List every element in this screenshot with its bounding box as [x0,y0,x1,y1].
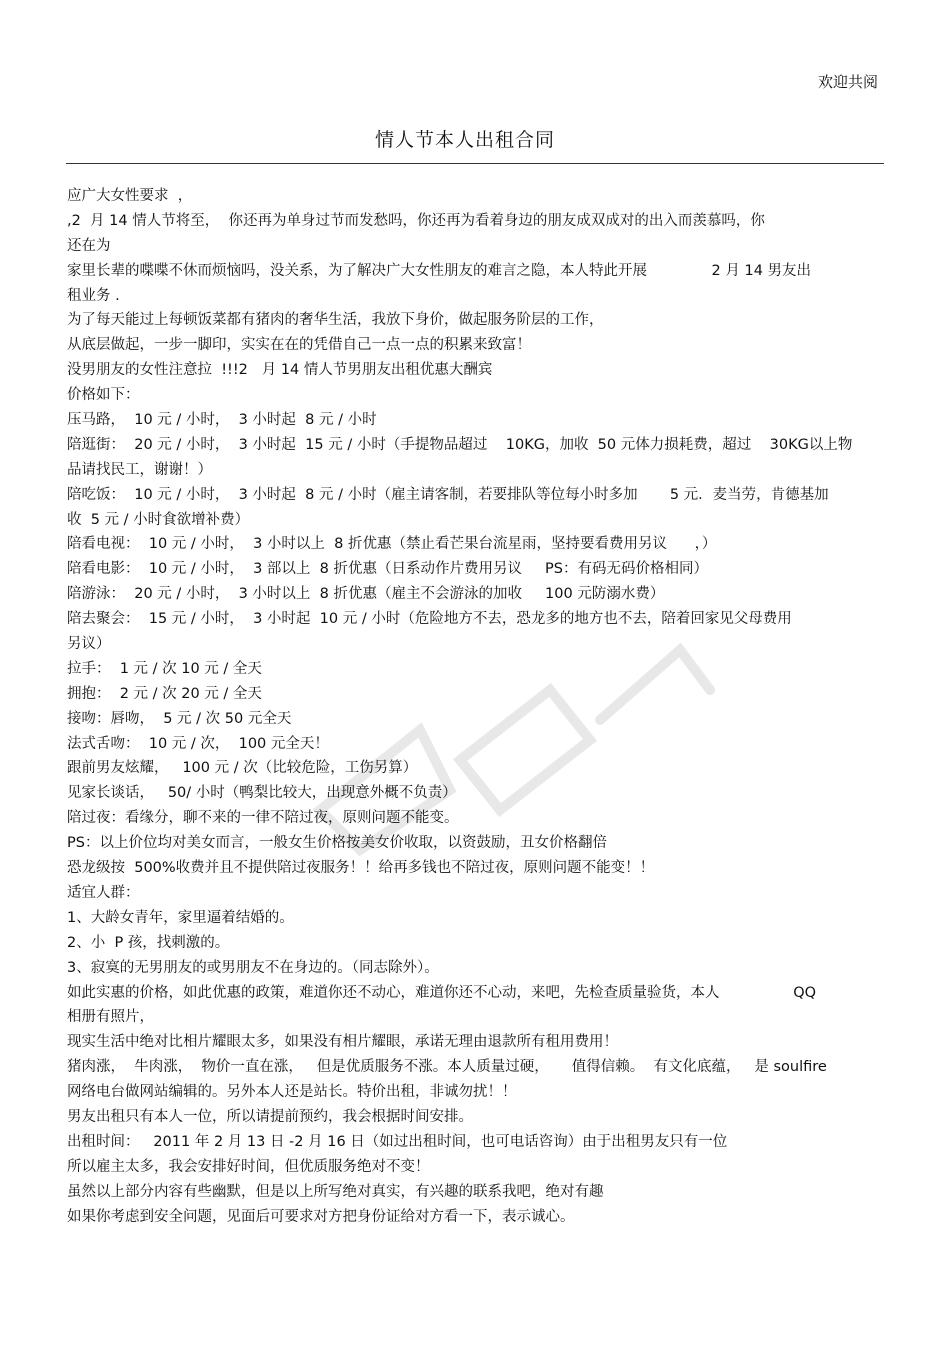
document-title: 情人节本人出租合同 [374,129,555,151]
text-line: 出租时间： 2011 年 2 月 13 日 -2 月 16 日（如过出租时间，也可电话咨询）由于出租男友只有一位 [67,1133,728,1150]
text-line: 现实生活中绝对比相片耀眼太多，如果没有相片耀眼，承诺无理由退款所有租用费用！ [67,1034,618,1051]
text-line: 还在为 [67,237,111,254]
text-line: 陪去聚会： 15 元 / 小时， 3 小时起 10 元 / 小时（危险地方不去，恐龙多的地方也不去，陪着回家见父母费用 [67,611,792,628]
text-line: 收 5 元 / 小时食欲增补费） [67,511,250,528]
text-line: 陪看电影： 10 元 / 小时， 3 部以上 8 折优惠（日系动作片费用另议 PS：有码无码价格相同） [67,561,708,578]
text-line: ,2 月 14 情人节将至， 你还再为单身过节而发愁吗，你还再为看着身边的朋友成双成对的出入而羡慕吗，你 [67,212,765,229]
text-line: 没男朋友的女性注意拉 !!!2 月 14 情人节男朋友出租优惠大酬宾 [67,362,493,379]
text-line: 猪肉涨， 牛肉涨， 物价一直在涨， 但是优质服务不涨。本人质量过硬， 值得信赖。 有文化底蕴， 是 soulfire [67,1059,827,1076]
text-line: 价格如下： [67,387,140,404]
text-line: 男友出租只有本人一位，所以请提前预约，我会根据时间安排。 [67,1108,473,1125]
text-line: 拥抱： 2 元 / 次 20 元 / 全天 [67,685,262,702]
text-line: 品请找民工，谢谢！） [67,461,212,478]
text-line: 压马路， 10 元 / 小时， 3 小时起 8 元 / 小时 [67,412,377,429]
text-line: 陪看电视： 10 元 / 小时， 3 小时以上 8 折优惠（禁止看芒果台流星雨，坚持要看费用另议 ，） [67,536,717,553]
text-line: 拉手： 1 元 / 次 10 元 / 全天 [67,660,262,677]
text-line: 陪过夜：看缘分，聊不来的一律不陪过夜，原则问题不能变。 [67,810,459,827]
document-body [67,184,889,1229]
text-line: 租业务 . [67,287,120,304]
text-line: 虽然以上部分内容有些幽默，但是以上所写绝对真实，有兴趣的联系我吧，绝对有趣 [67,1183,604,1200]
text-line: 1、大龄女青年，家里逼着结婚的。 [67,909,294,926]
text-line: 另议） [67,636,111,653]
text-line: 应广大女性要求 ， [67,188,193,204]
text-line: 见家长谈话， 50/ 小时（鸭梨比较大，出现意外概不负责） [67,785,457,802]
text-line: 网络电台做网站编辑的。另外本人还是站长。特价出租，非诚勿扰！！ [67,1084,517,1101]
header-note: 欢迎共阅 [817,73,878,91]
text-line: 家里长辈的喋喋不休而烦恼吗，没关系，为了解决广大女性朋友的难言之隐，本人特此开展 2 月 14 男友出 [67,262,812,279]
text-line: 法式舌吻： 10 元 / 次， 100 元全天！ [67,735,329,752]
text-line: 如果你考虑到安全问题，见面后可要求对方把身份证给对方看一下，表示诚心。 [67,1208,575,1225]
text-line: 相册有照片， [67,1009,154,1026]
text-line: 2、小 P 孩，找刺激的。 [67,934,230,951]
text-line: 所以雇主太多，我会安排好时间，但优质服务绝对不变！ [67,1158,430,1175]
text-line: 接吻：唇吻， 5 元 / 次 50 元全天 [67,710,292,727]
text-line: 恐龙级按 500%收费并且不提供陪过夜服务！！给再多钱也不陪过夜，原则问题不能变！！ [67,860,655,877]
title-divider [66,163,884,164]
text-line: 从底层做起，一步一脚印，实实在在的凭借自己一点一点的积累来致富！ [67,337,531,354]
text-line: 如此实惠的价格，如此优惠的政策，难道你还不动心，难道你还不心动，来吧，先检查质量验货，本人 QQ [67,984,817,1001]
text-line: 陪逛街： 20 元 / 小时， 3 小时起 15 元 / 小时（手提物品超过 10KG，加收 50 元体力损耗费，超过 30KG以上物 [67,436,853,453]
text-line: 为了每天能过上每顿饭菜都有猪肉的奢华生活，我放下身价，做起服务阶层的工作， [67,312,604,329]
text-line: 3、寂寞的无男朋友的或男朋友不在身边的。（同志除外）。 [67,959,439,976]
text-line: 陪游泳： 20 元 / 小时， 3 小时以上 8 折优惠（雇主不会游泳的加收 100 元防溺水费） [67,586,665,603]
text-line: 陪吃饭： 10 元 / 小时， 3 小时起 8 元 / 小时（雇主请客制，若要排队等位每小时多加 5 元．麦当劳，肯德基加 [67,486,829,503]
text-line: 跟前男友炫耀， 100 元 / 次（比较危险，工伤另算） [67,760,418,777]
text-line: 适宜人群： [67,884,140,901]
text-line: PS：以上价位均对美女而言，一般女生价格按美女价收取，以资鼓励，丑女价格翻倍 [67,835,607,852]
